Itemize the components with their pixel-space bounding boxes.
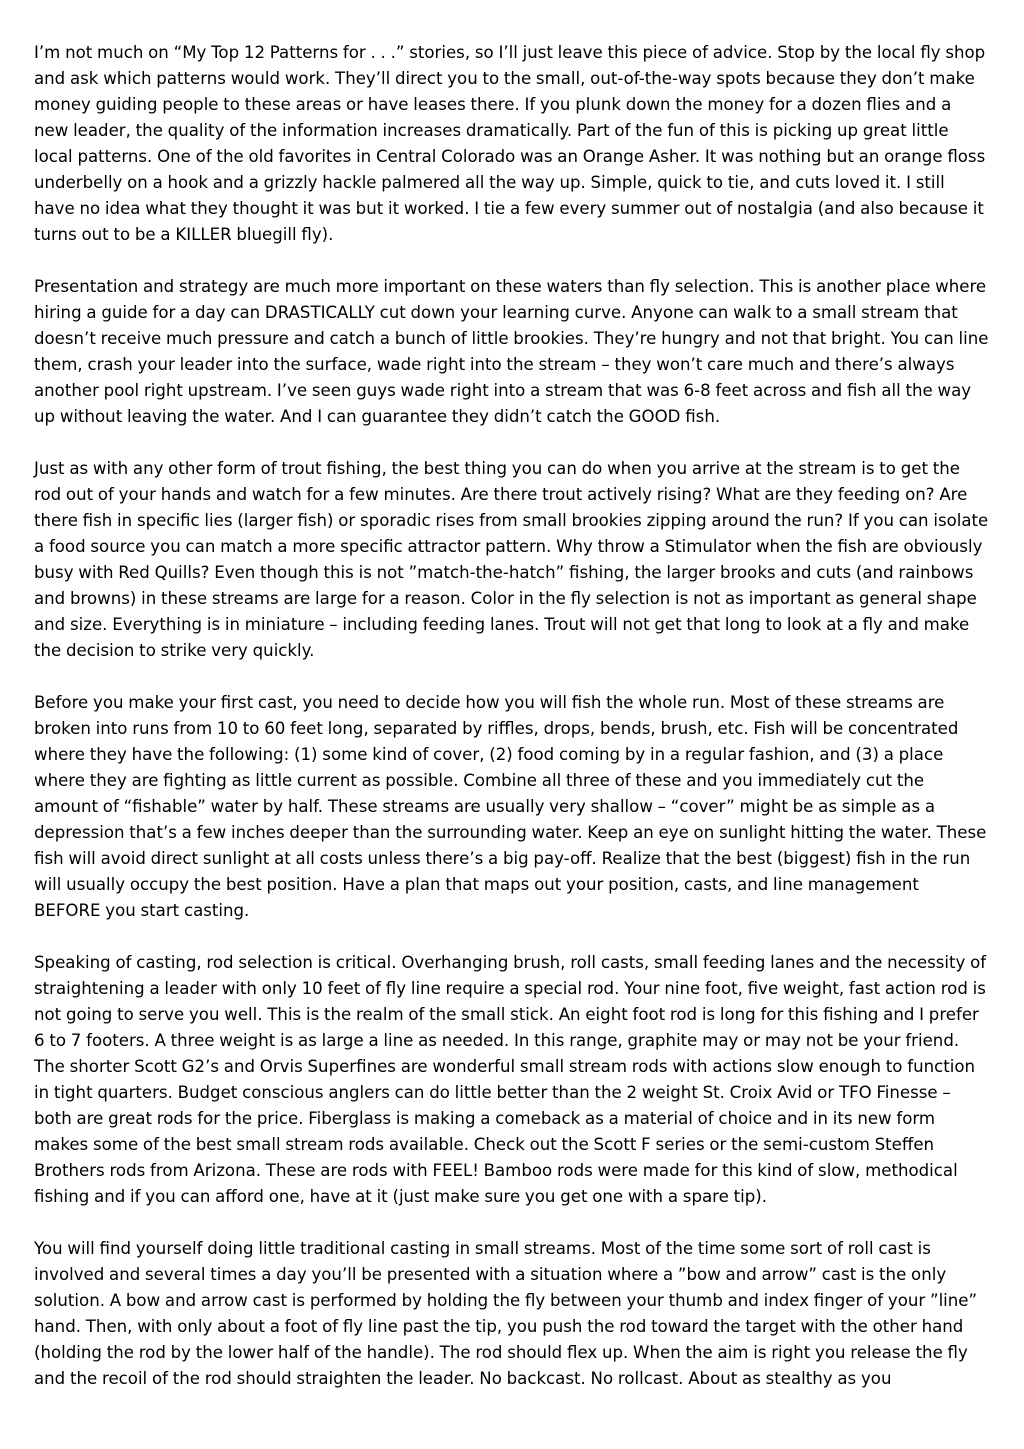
paragraph-plan-the-run: Before you make your first cast, you need to decide how you will fish the whole run. Most of these streams are broken into runs from 10 to 60 feet long, separated by riffles, drops, bends, brush, etc. Fish will be concentrated where they have the following: (1) some kind of cover, (2) food coming by in a regular fashion, and (3) a place where they are fighting as little current as possible. Combine all three of these and you immediately cut the amount of “fishable” water by half. These streams are usually very shallow – “cover” might be as simple as a depression that’s a few inches deeper than the surrounding water. Keep an eye on sunlight hitting the water. These fish will avoid direct sunlight at all costs unless there’s a big pay-off. Realize that the best (biggest) fish in the run will usually occupy the best position. Have a plan that maps out your position, casts, and line management BEFORE you start casting.: [34, 693, 987, 920]
paragraph-rod-selection: Speaking of casting, rod selection is critical. Overhanging brush, roll casts, small feeding lanes and the necessity of straightening a leader with only 10 feet of fly line require a special rod. Your nine foot, five weight, fast action rod is not going to serve you well. This is the realm of the small stick. An eight foot rod is long for this fishing and I prefer 6 to 7 footers. A three weight is as large a line as needed. In this range, graphite may or may not be your friend. The shorter Scott G2’s and Orvis Superfines are wonderful small stream rods with actions slow enough to function in tight quarters. Budget conscious anglers can do little better than the 2 weight St. Croix Avid or TFO Finesse – both are great rods for the price. Fiberglass is making a comeback as a material of choice and in its new form makes some of the best small stream rods available. Check out the Scott F series or the semi-custom Steffen Brothers rods from Arizona. These are rods with FEEL! Bamboo rods were made for this kind of slow, methodical fishing and if you can afford one, have at it (just make sure you get one with a spare tip).: [34, 953, 987, 1206]
paragraph-observe-stream: Just as with any other form of trout fishing, the best thing you can do when you arrive at the stream is to get the rod out of your hands and watch for a few minutes. Are there trout actively rising? What are they feeding on? Are there fish in specific lies (larger fish) or sporadic rises from small brookies zipping around the run? If you can isolate a food source you can match a more specific attractor pattern. Why throw a Stimulator when the fish are obviously busy with Red Quills? Even though this is not ”match-the-hatch” fishing, the larger brooks and cuts (and rainbows and browns) in these streams are large for a reason. Color in the fly selection is not as important as general shape and size. Everything is in miniature – including feeding lanes. Trout will not get that long to look at a fly and make the decision to strike very quickly.: [34, 459, 989, 660]
paragraph-casting-technique: You will find yourself doing little traditional casting in small streams. Most of the time some sort of roll cast is involved and several times a day you’ll be presented with a situation where a ”bow and arrow” cast is the only solution. A bow and arrow cast is performed by holding the fly between your thumb and index finger of your ”line” hand. Then, with only about a foot of fly line past the tip, you push the rod toward the target with the other hand (holding the rod by the lower half of the handle). The rod should flex up. When the aim is right you release the fly and the recoil of the rod should straighten the leader. No backcast. No rollcast. About as stealthy as you: [34, 1239, 978, 1388]
article-body: [34, 40, 990, 1392]
paragraph-presentation-strategy: Presentation and strategy are much more important on these waters than fly selection. This is another place where hiring a guide for a day can DRASTICALLY cut down your learning curve. Anyone can walk to a small stream that doesn’t receive much pressure and catch a bunch of little brookies. They’re hungry and not that bright. You can line them, crash your leader into the surface, wade right into the stream – they won’t care much and there’s always another pool right upstream. I’ve seen guys wade right into a stream that was 6-8 feet across and fish all the way up without leaving the water. And I can guarantee they didn’t catch the GOOD fish.: [34, 277, 989, 426]
paragraph-fly-patterns: I’m not much on “My Top 12 Patterns for . . .” stories, so I’ll just leave this piece of advice. Stop by the local fly shop and ask which patterns would work. They’ll direct you to the small, out-of-the-way spots because they don’t make money guiding people to these areas or have leases there. If you plunk down the money for a dozen flies and a new leader, the quality of the information increases dramatically. Part of the fun of this is picking up great little local patterns. One of the old favorites in Central Colorado was an Orange Asher. It was nothing but an orange floss underbelly on a hook and a grizzly hackle palmered all the way up. Simple, quick to tie, and cuts loved it. I still have no idea what they thought it was but it worked. I tie a few every summer out of nostalgia (and also because it turns out to be a KILLER bluegill fly).: [34, 43, 986, 244]
